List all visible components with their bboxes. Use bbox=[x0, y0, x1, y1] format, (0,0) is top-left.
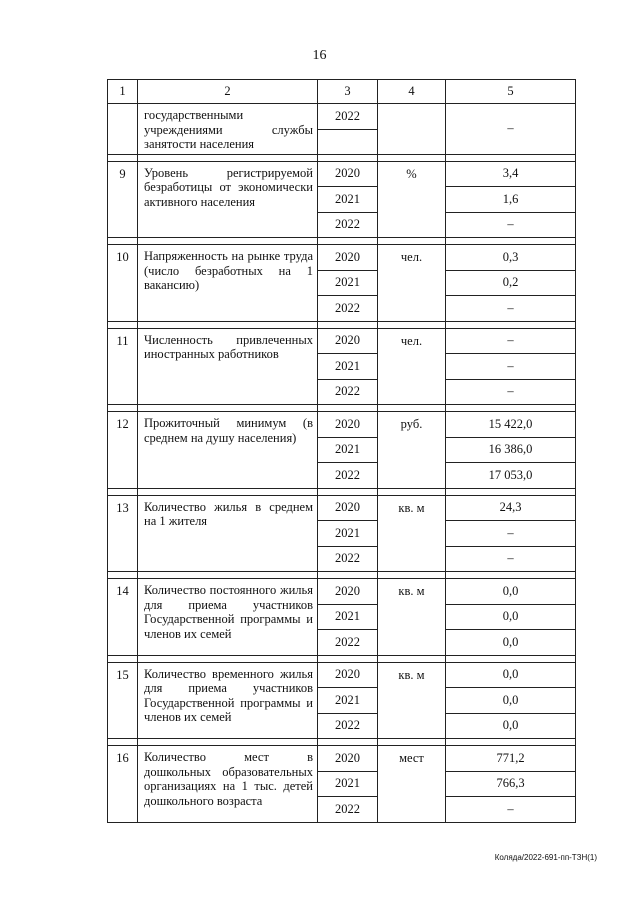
separator-cell bbox=[108, 572, 138, 579]
separator-cell bbox=[446, 154, 576, 161]
indicator-name: Количество постоянного жилья для приема участников Государственной программы и членов их семей bbox=[138, 579, 318, 656]
separator-cell bbox=[138, 572, 318, 579]
separator-cell bbox=[138, 739, 318, 746]
separator-cell bbox=[138, 238, 318, 245]
separator-cell bbox=[108, 154, 138, 161]
value-cell: 0,0 bbox=[446, 688, 576, 714]
indicator-name: Напряженность на рынке труда (число безработных на 1 вакансию) bbox=[138, 245, 318, 322]
table-row bbox=[108, 161, 576, 187]
row-number: 15 bbox=[108, 662, 138, 739]
column-header: 1 bbox=[108, 80, 138, 104]
row-number: 13 bbox=[108, 495, 138, 572]
separator-cell bbox=[318, 655, 378, 662]
group-separator bbox=[108, 572, 576, 579]
year-cell: 2021 bbox=[318, 270, 378, 296]
year-cell: 2020 bbox=[318, 245, 378, 271]
value-cell: – bbox=[446, 546, 576, 572]
indicator-name: государственными учреждениями службы занятости населения bbox=[138, 104, 318, 155]
separator-cell bbox=[108, 488, 138, 495]
separator-cell bbox=[378, 321, 446, 328]
year-cell: 2022 bbox=[318, 797, 378, 823]
separator-cell bbox=[108, 739, 138, 746]
separator-cell bbox=[378, 655, 446, 662]
separator-cell bbox=[378, 405, 446, 412]
value-cell: – bbox=[446, 797, 576, 823]
year-cell: 2022 bbox=[318, 463, 378, 489]
value-cell: – bbox=[446, 296, 576, 322]
year-cell: 2020 bbox=[318, 412, 378, 438]
separator-cell bbox=[138, 321, 318, 328]
separator-cell bbox=[138, 405, 318, 412]
value-cell: 0,3 bbox=[446, 245, 576, 271]
table-header-row bbox=[108, 80, 576, 104]
group-separator bbox=[108, 321, 576, 328]
separator-cell bbox=[318, 405, 378, 412]
separator-cell bbox=[318, 321, 378, 328]
page-number: 16 bbox=[312, 48, 327, 63]
value-cell: 0,0 bbox=[446, 579, 576, 605]
value-cell: 15 422,0 bbox=[446, 412, 576, 438]
column-header: 3 bbox=[318, 80, 378, 104]
separator-cell bbox=[108, 238, 138, 245]
row-number: 10 bbox=[108, 245, 138, 322]
indicator-name: Количество мест в дошкольных образовательных организациях на 1 тыс. детей дошкольного возраста bbox=[138, 746, 318, 823]
unit-cell: чел. bbox=[378, 245, 446, 322]
value-cell: 0,2 bbox=[446, 270, 576, 296]
separator-cell bbox=[446, 238, 576, 245]
separator-cell bbox=[318, 154, 378, 161]
separator-cell bbox=[446, 405, 576, 412]
row-number: 16 bbox=[108, 746, 138, 823]
row-number bbox=[108, 104, 138, 155]
separator-cell bbox=[446, 488, 576, 495]
value-cell: – bbox=[446, 328, 576, 354]
year-cell bbox=[318, 129, 378, 154]
table-row bbox=[108, 412, 576, 438]
unit-cell: мест bbox=[378, 746, 446, 823]
indicator-name: Численность привлеченных иностранных работников bbox=[138, 328, 318, 405]
year-cell: 2020 bbox=[318, 662, 378, 688]
year-cell: 2020 bbox=[318, 161, 378, 187]
table-row bbox=[108, 104, 576, 130]
separator-cell bbox=[378, 572, 446, 579]
separator-cell bbox=[378, 488, 446, 495]
row-number: 9 bbox=[108, 161, 138, 238]
separator-cell bbox=[446, 321, 576, 328]
table-row bbox=[108, 495, 576, 521]
value-cell: 0,0 bbox=[446, 713, 576, 739]
value-cell: 17 053,0 bbox=[446, 463, 576, 489]
separator-cell bbox=[378, 154, 446, 161]
unit-cell: кв. м bbox=[378, 495, 446, 572]
year-cell: 2022 bbox=[318, 379, 378, 405]
separator-cell bbox=[378, 739, 446, 746]
value-cell: – bbox=[446, 212, 576, 238]
value-cell: 1,6 bbox=[446, 187, 576, 213]
value-cell: 0,0 bbox=[446, 604, 576, 630]
value-cell: 16 386,0 bbox=[446, 437, 576, 463]
value-cell: – bbox=[446, 104, 576, 155]
indicator-name: Уровень регистрируемой безработицы от экономически активного населения bbox=[138, 161, 318, 238]
year-cell: 2022 bbox=[318, 713, 378, 739]
separator-cell bbox=[318, 572, 378, 579]
separator-cell bbox=[138, 655, 318, 662]
year-cell: 2022 bbox=[318, 212, 378, 238]
value-cell: – bbox=[446, 354, 576, 380]
column-header: 5 bbox=[446, 80, 576, 104]
document-code: Коляда/2022-691-пп-ТЗН(1) bbox=[494, 853, 597, 862]
separator-cell bbox=[318, 488, 378, 495]
table-row bbox=[108, 662, 576, 688]
separator-cell bbox=[138, 488, 318, 495]
row-number: 12 bbox=[108, 412, 138, 489]
value-cell: 3,4 bbox=[446, 161, 576, 187]
table-row bbox=[108, 746, 576, 772]
separator-cell bbox=[446, 739, 576, 746]
year-cell: 2021 bbox=[318, 437, 378, 463]
year-cell: 2021 bbox=[318, 604, 378, 630]
separator-cell bbox=[446, 655, 576, 662]
unit-cell: кв. м bbox=[378, 579, 446, 656]
column-header: 4 bbox=[378, 80, 446, 104]
table-row bbox=[108, 245, 576, 271]
year-cell: 2022 bbox=[318, 630, 378, 656]
year-cell: 2020 bbox=[318, 495, 378, 521]
indicator-name: Количество жилья в среднем на 1 жителя bbox=[138, 495, 318, 572]
year-cell: 2021 bbox=[318, 354, 378, 380]
year-cell: 2022 bbox=[318, 104, 378, 130]
separator-cell bbox=[108, 405, 138, 412]
year-cell: 2021 bbox=[318, 771, 378, 797]
value-cell: 771,2 bbox=[446, 746, 576, 772]
indicators-table bbox=[107, 79, 576, 823]
value-cell: 0,0 bbox=[446, 662, 576, 688]
separator-cell bbox=[138, 154, 318, 161]
value-cell: – bbox=[446, 521, 576, 547]
group-separator bbox=[108, 655, 576, 662]
value-cell: 24,3 bbox=[446, 495, 576, 521]
year-cell: 2022 bbox=[318, 546, 378, 572]
group-separator bbox=[108, 238, 576, 245]
separator-cell bbox=[446, 572, 576, 579]
year-cell: 2020 bbox=[318, 579, 378, 605]
year-cell: 2021 bbox=[318, 688, 378, 714]
group-separator bbox=[108, 739, 576, 746]
value-cell: 766,3 bbox=[446, 771, 576, 797]
separator-cell bbox=[318, 238, 378, 245]
group-separator bbox=[108, 405, 576, 412]
unit-cell: чел. bbox=[378, 328, 446, 405]
separator-cell bbox=[378, 238, 446, 245]
row-number: 11 bbox=[108, 328, 138, 405]
unit-cell: руб. bbox=[378, 412, 446, 489]
separator-cell bbox=[108, 655, 138, 662]
indicator-name: Прожиточный минимум (в среднем на душу населения) bbox=[138, 412, 318, 489]
table-row bbox=[108, 579, 576, 605]
group-separator bbox=[108, 154, 576, 161]
year-cell: 2021 bbox=[318, 187, 378, 213]
unit-cell bbox=[378, 104, 446, 155]
unit-cell: % bbox=[378, 161, 446, 238]
unit-cell: кв. м bbox=[378, 662, 446, 739]
value-cell: – bbox=[446, 379, 576, 405]
year-cell: 2020 bbox=[318, 746, 378, 772]
indicator-name: Количество временного жилья для приема участников Государственной программы и членов их семей bbox=[138, 662, 318, 739]
separator-cell bbox=[318, 739, 378, 746]
table-row bbox=[108, 328, 576, 354]
row-number: 14 bbox=[108, 579, 138, 656]
column-header: 2 bbox=[138, 80, 318, 104]
value-cell: 0,0 bbox=[446, 630, 576, 656]
year-cell: 2022 bbox=[318, 296, 378, 322]
separator-cell bbox=[108, 321, 138, 328]
year-cell: 2020 bbox=[318, 328, 378, 354]
group-separator bbox=[108, 488, 576, 495]
year-cell: 2021 bbox=[318, 521, 378, 547]
